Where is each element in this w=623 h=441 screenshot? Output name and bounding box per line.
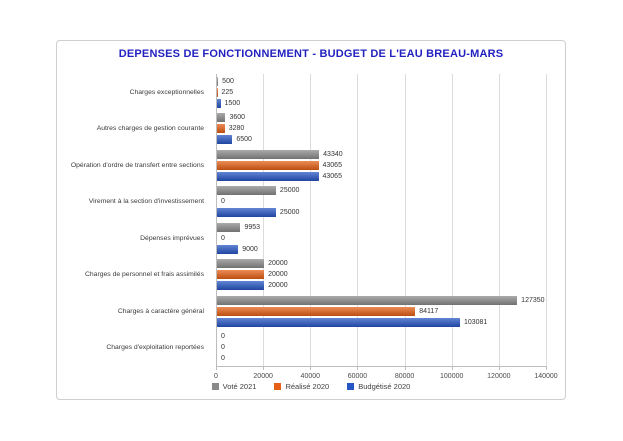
category-label: Virement à la section d'investissement: [88, 198, 204, 206]
bar-vot-2021: [217, 186, 276, 195]
legend-item: [212, 382, 257, 391]
value-label: 3600: [229, 114, 246, 122]
category-label: Charges de personnel et frais assimilés: [84, 271, 204, 279]
value-label: 0: [221, 344, 225, 352]
legend-swatch: [347, 383, 354, 390]
category-label: Charges d'exploitation reportées: [106, 344, 204, 352]
legend-label: Budgétisé 2020: [358, 382, 411, 391]
chart-container: [56, 40, 566, 400]
bar-budg-tis-2020: [217, 135, 232, 144]
bar-budg-tis-2020: [217, 99, 221, 108]
legend: [57, 382, 565, 391]
value-label: 43340: [323, 150, 343, 158]
category-label: Opération d'ordre de transfert entre sections: [70, 161, 204, 169]
x-axis-tick-label: 60000: [347, 373, 368, 380]
legend-swatch: [274, 383, 281, 390]
bar-vot-2021: [217, 150, 319, 159]
value-label: 25000: [279, 187, 300, 195]
bar-vot-2021: [217, 259, 264, 268]
value-label: 127350: [521, 296, 545, 304]
bar-r-alis-2020: [217, 161, 319, 170]
x-axis-tick-label: 20000: [253, 373, 273, 380]
gridline: [499, 74, 500, 366]
legend-label: Voté 2021: [222, 382, 257, 391]
bar-budg-tis-2020: [217, 318, 460, 327]
category-label: Dépenses imprévues: [140, 234, 204, 242]
x-axis-tick-label: 140000: [534, 373, 558, 380]
category-label: Charges exceptionnelles: [129, 88, 204, 96]
x-axis-tick-label: 120000: [487, 373, 511, 380]
value-label: 43065: [322, 161, 342, 169]
bar-budg-tis-2020: [217, 172, 319, 181]
value-label: 3280: [228, 125, 245, 133]
legend-label: Réalisé 2020: [285, 382, 330, 391]
bar-r-alis-2020: [217, 270, 264, 279]
x-axis-tick-label: 80000: [394, 373, 415, 380]
bar-budg-tis-2020: [217, 245, 238, 254]
bar-budg-tis-2020: [217, 281, 264, 290]
value-label: 0: [221, 234, 225, 242]
value-label: 1500: [224, 99, 241, 107]
value-label: 225: [221, 88, 234, 96]
value-label: 9953: [244, 223, 261, 231]
plot-area: [70, 74, 558, 380]
value-label: 6500: [236, 136, 252, 144]
category-label: Charges à caractère général: [117, 307, 204, 315]
value-label: 20000: [268, 260, 288, 268]
value-label: 103081: [463, 318, 488, 326]
value-label: 25000: [279, 209, 300, 217]
bar-r-alis-2020: [217, 307, 415, 316]
value-label: 9000: [242, 245, 258, 253]
bar-vot-2021: [217, 77, 218, 86]
bar-r-alis-2020: [217, 88, 218, 97]
legend-item: [347, 382, 410, 391]
value-axis-line: [216, 366, 546, 367]
gridline: [546, 74, 547, 366]
bar-budg-tis-2020: [217, 208, 276, 217]
value-label: 43065: [322, 172, 342, 180]
bar-vot-2021: [217, 113, 225, 122]
bar-vot-2021: [217, 223, 240, 232]
chart-title: DEPENSES DE FONCTIONNEMENT - BUDGET DE L'EAU BREAU-MARS: [118, 48, 504, 60]
value-label: 500: [222, 77, 234, 85]
bar-vot-2021: [217, 296, 517, 305]
value-label: 0: [221, 198, 225, 206]
value-label: 84117: [419, 307, 439, 315]
value-label: 20000: [268, 271, 288, 279]
value-label: 0: [221, 333, 225, 341]
x-axis-tick-label: 40000: [300, 373, 321, 380]
legend-item: [274, 382, 329, 391]
value-label: 20000: [268, 282, 288, 290]
x-axis-tick-label: 100000: [440, 373, 464, 380]
category-label: Autres charges de gestion courante: [96, 125, 204, 133]
axis-tickmark: [546, 366, 547, 370]
legend-swatch: [212, 383, 219, 390]
x-axis-tick-label: 0: [214, 373, 218, 380]
bar-r-alis-2020: [217, 124, 225, 133]
value-label: 0: [221, 355, 225, 363]
